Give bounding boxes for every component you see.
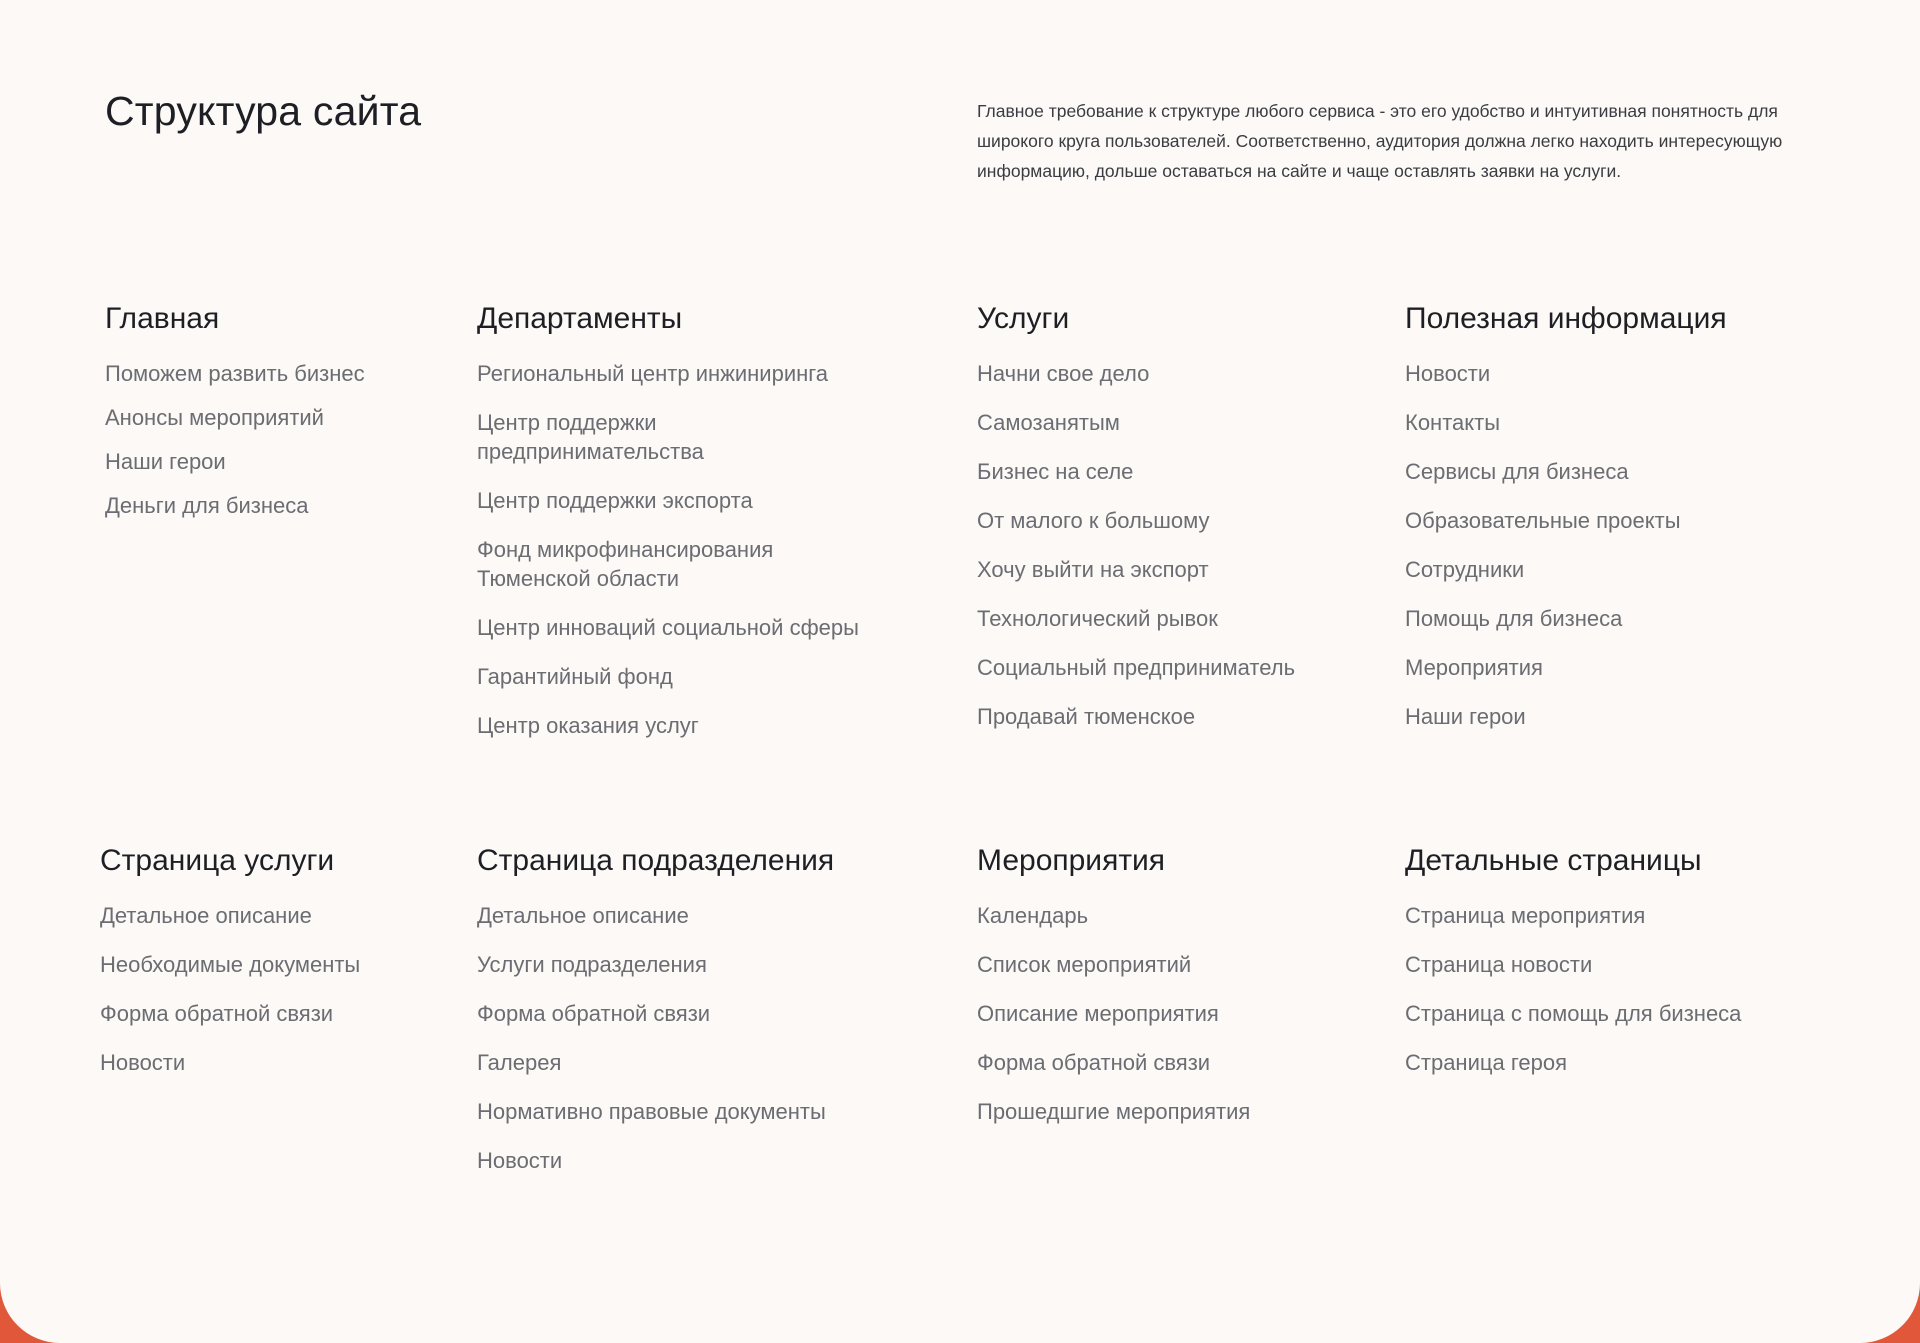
list-item[interactable]: Начни свое дело <box>977 361 1150 386</box>
list-item[interactable]: Услуги подразделения <box>477 952 707 977</box>
list-item-line: Тюменской области <box>477 566 680 591</box>
list-item[interactable]: Форма обратной связи <box>100 1001 334 1026</box>
list-item-line: Фонд микрофинансирования <box>477 537 774 562</box>
list-item[interactable]: Самозанятым <box>977 410 1120 435</box>
section-list <box>477 901 834 1175</box>
section-list <box>105 359 365 520</box>
list-item[interactable]: Мероприятия <box>1405 655 1543 680</box>
section-title: Страница услуги <box>100 844 335 877</box>
list-item-line: Центр поддержки <box>477 410 657 435</box>
section-services <box>977 301 1295 751</box>
list-item[interactable]: Деньги для бизнеса <box>105 493 309 518</box>
section-list <box>977 359 1295 731</box>
list-item[interactable]: Форма обратной связи <box>477 1001 711 1026</box>
list-item[interactable]: Анонсы мероприятий <box>105 405 324 430</box>
list-item[interactable]: Галерея <box>477 1050 562 1075</box>
list-item[interactable]: Детальное описание <box>477 903 689 928</box>
list-item[interactable]: Образовательные проекты <box>1405 508 1681 533</box>
section-list <box>1405 901 1741 1077</box>
section-detail-pages <box>1405 843 1741 1097</box>
section-list <box>977 901 1250 1126</box>
list-item[interactable]: Описание мероприятия <box>977 1001 1219 1026</box>
section-list <box>477 359 859 740</box>
section-division-page <box>477 843 834 1195</box>
list-item[interactable]: Помощь для бизнеса <box>1405 606 1623 631</box>
list-item[interactable]: Центр поддержки экспорта <box>477 488 753 513</box>
list-item[interactable]: Региональный центр инжиниринга <box>477 361 829 386</box>
list-item[interactable]: Наши герои <box>1405 704 1526 729</box>
section-title: Страница подразделения <box>477 844 835 877</box>
list-item[interactable]: Центр инноваций социальной сферы <box>477 615 859 640</box>
section-useful-info <box>1405 301 1727 751</box>
section-list <box>1405 359 1727 731</box>
list-item[interactable]: Сервисы для бизнеса <box>1405 459 1629 484</box>
list-item[interactable]: Поможем развить бизнес <box>105 361 365 386</box>
list-item[interactable]: Новости <box>1405 361 1491 386</box>
list-item[interactable]: Новости <box>100 1050 186 1075</box>
section-main <box>105 301 365 535</box>
section-title: Полезная информация <box>1405 302 1727 335</box>
section-title: Главная <box>105 302 220 335</box>
list-item[interactable]: Необходимые документы <box>100 952 361 977</box>
section-service-page <box>100 843 360 1097</box>
list-item[interactable]: Наши герои <box>105 449 226 474</box>
list-item[interactable]: Страница мероприятия <box>1405 903 1646 928</box>
list-item[interactable]: Календарь <box>977 903 1089 928</box>
intro-text: Главное требование к структуре любого сервиса - это его удобство и интуитивная понятность для широкого круга пользователей. Соответственно, аудитория должна легко находить интересующую информацию, дольше оставаться на сайте и чаще оставлять заявки на услуги. <box>977 101 1783 181</box>
list-item[interactable]: Страница новости <box>1405 952 1593 977</box>
list-item[interactable]: Бизнес на селе <box>977 459 1134 484</box>
list-item[interactable]: Страница героя <box>1405 1050 1567 1075</box>
section-title: Услуги <box>977 302 1070 335</box>
list-item[interactable]: Нормативно правовые документы <box>477 1099 826 1124</box>
list-item[interactable]: Контакты <box>1405 410 1501 435</box>
list-item[interactable]: Страница с помощь для бизнеса <box>1405 1001 1742 1026</box>
list-item[interactable]: Детальное описание <box>100 903 312 928</box>
list-item[interactable]: Новости <box>477 1148 563 1173</box>
list-item-line: предпринимательства <box>477 439 704 464</box>
list-item[interactable]: Продавай тюменское <box>977 704 1196 729</box>
section-title: Мероприятия <box>977 844 1166 877</box>
section-departments <box>477 301 859 760</box>
list-item[interactable]: Прошедшгие мероприятия <box>977 1099 1251 1124</box>
section-title: Департаменты <box>477 302 683 335</box>
section-events <box>977 843 1250 1146</box>
list-item[interactable]: Форма обратной связи <box>977 1050 1211 1075</box>
list-item[interactable]: Технологический рывок <box>977 606 1218 631</box>
list-item[interactable]: Сотрудники <box>1405 557 1525 582</box>
list-item[interactable]: Хочу выйти на экспорт <box>977 557 1209 582</box>
section-title: Детальные страницы <box>1405 844 1702 877</box>
list-item[interactable]: Центр оказания услуг <box>477 713 699 738</box>
list-item[interactable] <box>477 535 859 593</box>
list-item[interactable]: Список мероприятий <box>977 952 1192 977</box>
list-item[interactable]: От малого к большому <box>977 508 1210 533</box>
page-title: Структура сайта <box>105 88 422 134</box>
section-list <box>100 901 360 1077</box>
list-item[interactable] <box>477 408 859 466</box>
list-item[interactable]: Социальный предприниматель <box>977 655 1296 680</box>
list-item[interactable]: Гарантийный фонд <box>477 664 673 689</box>
